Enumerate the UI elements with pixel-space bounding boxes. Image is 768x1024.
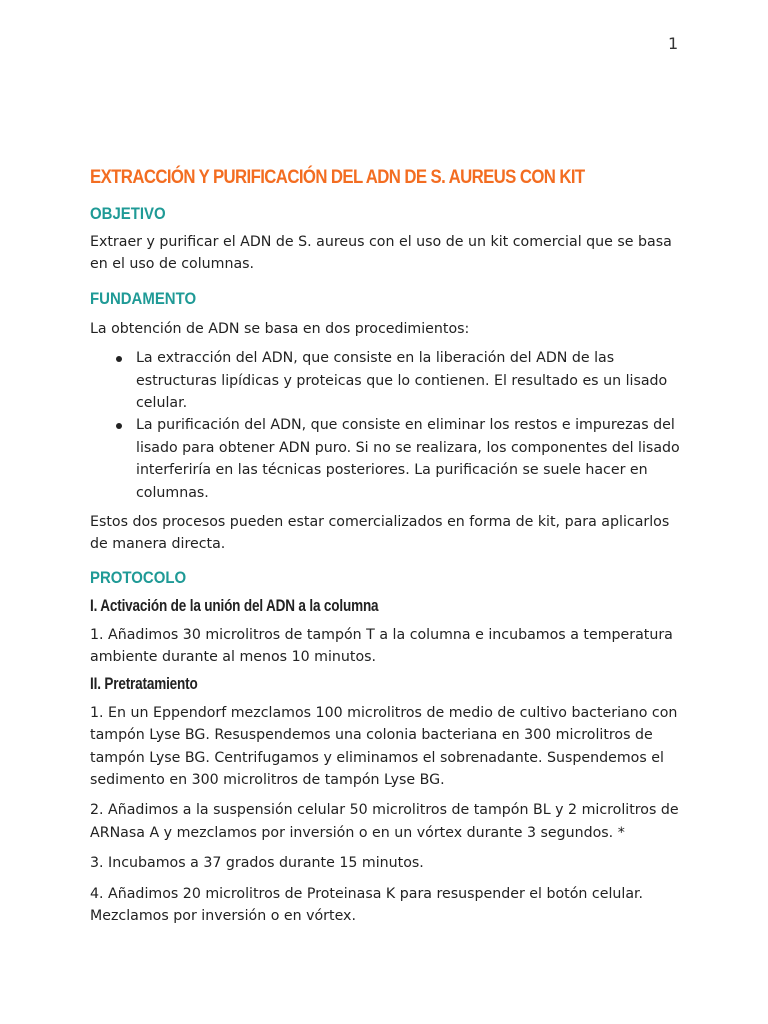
heading-objetivo: OBJETIVO: [90, 204, 166, 223]
section-2-step: 3. Incubamos a 37 grados durante 15 minutos.: [90, 855, 424, 872]
document-body: [90, 162, 680, 927]
objetivo-text: Extraer y purificar el ADN de S. aureus con el uso de un kit comercial que se basa en el uso de columnas.: [90, 234, 672, 273]
list-item: La purificación del ADN, que consiste en eliminar los restos e impurezas del lisado para obtener ADN puro. Si no se realizara, los componentes del lisado interferiría en las técnicas posteriores. La purificación se suele hacer en columnas.: [136, 414, 680, 504]
heading-section-1: I. Activación de la unión del ADN a la columna: [90, 596, 379, 615]
fundamento-intro: La obtención de ADN se basa en dos procedimientos:: [90, 320, 470, 337]
heading-protocolo: PROTOCOLO: [90, 567, 187, 587]
list-item: La extracción del ADN, que consiste en la liberación del ADN de las estructuras lipídicas y proteicas que lo contienen. El resultado es un lisado celular.: [136, 347, 680, 414]
document-title: EXTRACCIÓN Y PURIFICACIÓN DEL ADN DE S. AUREUS CON KIT: [90, 166, 585, 188]
heading-fundamento: FUNDAMENTO: [90, 288, 197, 308]
fundamento-closing: Estos dos procesos pueden estar comercializados en forma de kit, para aplicarlos de manera directa.: [90, 514, 670, 553]
section-2-step: 4. Añadimos 20 microlitros de Proteinasa K para resuspender el botón celular. Mezclamos por inversión o en vórtex.: [90, 885, 644, 924]
section-1-step: 1. Añadimos 30 microlitros de tampón T a la columna e incubamos a temperatura ambiente durante al menos 10 minutos.: [90, 626, 673, 666]
fundamento-bullet-list: [90, 347, 680, 504]
section-2-step: 1. En un Eppendorf mezclamos 100 microlitros de medio de cultivo bacteriano con tampón Lyse BG. Resuspendemos una colonia bacteriana en 300 microlitros de tampón Lyse BG. Centrifugamos y eliminamos el sobrenadante. Suspendemos el sedimento en 300 microlitros de tampón Lyse BG.: [90, 704, 678, 788]
page-number: 1: [668, 34, 679, 53]
section-2-step: 2. Añadimos a la suspensión celular 50 microlitros de tampón BL y 2 microlitros de ARNasa A y mezclamos por inversión o en un vórtex durante 3 segundos. *: [90, 802, 679, 841]
heading-section-2: II. Pretratamiento: [90, 674, 198, 693]
